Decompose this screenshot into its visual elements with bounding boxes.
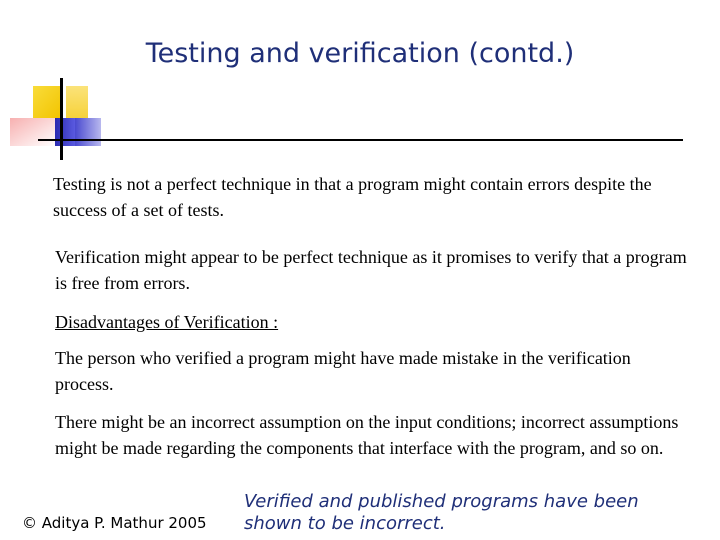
copyright-footer: © Aditya P. Mathur 2005 [22,514,207,532]
disadvantages-heading: Disadvantages of Verification : [55,312,279,332]
italic-note-line-1: Verified and published programs have been [244,491,639,512]
paragraph-verification-perfect: Verification might appear to be perfect technique as it promises to verify that a program is free from errors. [55,247,687,293]
horizontal-rule [38,139,683,141]
italic-note-line-2: shown to be incorrect. [244,513,446,534]
paragraph-testing-imperfect: Testing is not a perfect technique in that a program might contain errors despite the success of a set of tests. [53,174,652,220]
paragraph-incorrect-assumption: There might be an incorrect assumption on the input conditions; incorrect assumptions might be made regarding the components that interface with the program, and so on. [55,412,679,458]
yellow-square-right [66,86,88,118]
blue-square-right [75,118,101,146]
italic-note [244,491,639,535]
pink-square [10,118,56,146]
yellow-square [33,86,61,118]
slide-decoration-logo [0,0,720,170]
vertical-rule [60,78,63,160]
slide-title: Testing and verification (contd.) [145,38,575,69]
paragraph-verifier-mistake: The person who verified a program might have made mistake in the verification process. [55,348,631,394]
blue-square [55,118,75,146]
